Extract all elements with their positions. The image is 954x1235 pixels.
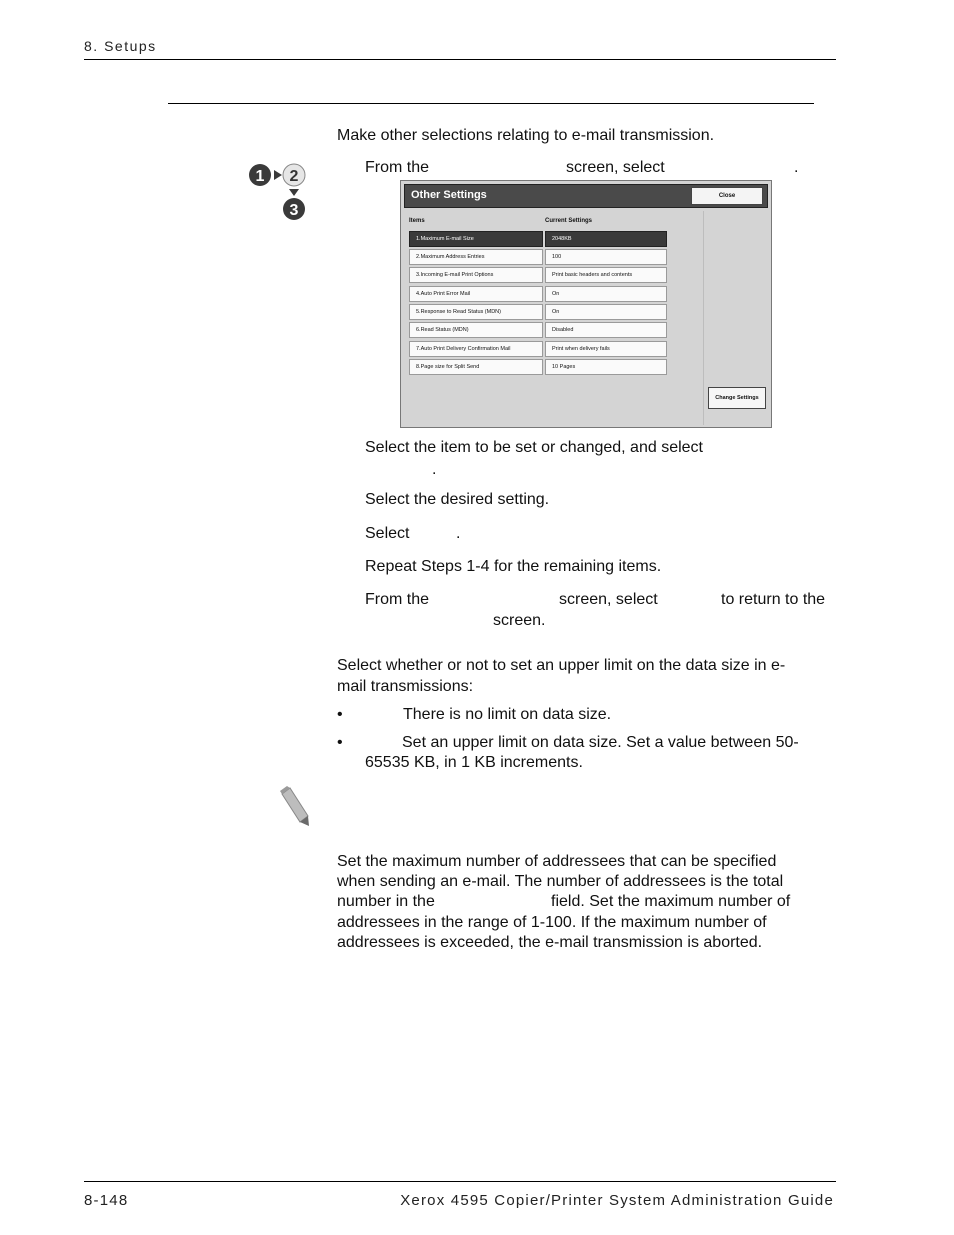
header-rule [84, 59, 836, 60]
row-item: 6.Read Status (MDN) [409, 322, 543, 338]
step-4-text: Select [365, 525, 410, 542]
step-6-part-b: screen, select [559, 591, 658, 608]
row-item: 8.Page size for Split Send [409, 359, 543, 375]
step-2-text: Select the item to be set or changed, and select [365, 439, 703, 456]
row-value: 100 [545, 249, 667, 265]
step-6-part-a: From the [365, 591, 430, 608]
settings-row-7[interactable] [409, 341, 667, 357]
row-item: 5.Response to Read Status (MDN) [409, 304, 543, 320]
max-addr-line-2: when sending an e-mail. The number of addressees is the total [337, 873, 784, 890]
row-value: On [545, 286, 667, 302]
note-pencil-icon [276, 786, 312, 828]
settings-row-8[interactable] [409, 359, 667, 375]
max-addr-line-4: addressees in the range of 1-100. If the maximum number of [337, 914, 767, 931]
step-6-part-c: to return to the [721, 591, 826, 608]
screen-side-panel [703, 211, 770, 425]
settings-row-3[interactable] [409, 267, 667, 283]
column-header-current-settings: Current Settings [545, 218, 593, 224]
bullet-2-text-continued: 65535 KB, in 1 KB increments. [365, 754, 583, 771]
max-addr-line-1: Set the maximum number of addressees that can be specified [337, 853, 777, 870]
row-value: On [545, 304, 667, 320]
settings-row-5[interactable] [409, 304, 667, 320]
column-header-items: Items [409, 218, 425, 224]
settings-row-2[interactable] [409, 249, 667, 265]
step-1-part-c: . [794, 159, 799, 176]
steps-1-2-3-icon [246, 160, 310, 222]
other-settings-screenshot [400, 180, 772, 428]
svg-text:2: 2 [289, 168, 299, 185]
settings-row-4[interactable] [409, 286, 667, 302]
bullet-1-text: There is no limit on data size. [403, 706, 612, 723]
bullet-1-marker: • [337, 706, 343, 723]
screen-title: Other Settings [411, 189, 487, 201]
svg-text:3: 3 [289, 202, 299, 219]
running-header: 8. Setups [84, 38, 157, 54]
row-item: 3.Incoming E-mail Print Options [409, 267, 543, 283]
row-value: Print when delivery fails [545, 341, 667, 357]
row-item: 1.Maximum E-mail Size [409, 231, 543, 247]
footer-rule [84, 1181, 836, 1182]
max-addr-line-3a: number in the [337, 893, 435, 910]
svg-text:1: 1 [255, 168, 265, 185]
step-2-period: . [432, 461, 437, 478]
bullet-2-text: Set an upper limit on data size. Set a value between 50- [402, 734, 799, 751]
close-button[interactable]: Close [691, 187, 763, 205]
step-3-text: Select the desired setting. [365, 491, 550, 508]
page-number: 8-148 [84, 1192, 129, 1209]
settings-row-6[interactable] [409, 322, 667, 338]
row-item: 7.Auto Print Delivery Confirmation Mail [409, 341, 543, 357]
screen-title-bar [404, 184, 768, 208]
step-4-period: . [456, 525, 461, 542]
max-addr-line-3b: field. Set the maximum number of [551, 893, 791, 910]
step-5-text: Repeat Steps 1-4 for the remaining items. [365, 558, 662, 575]
book-title: Xerox 4595 Copier/Printer System Administration Guide [400, 1192, 834, 1209]
change-settings-button[interactable]: Change Settings [708, 387, 766, 409]
section-rule [168, 103, 814, 104]
row-item: 2.Maximum Address Entries [409, 249, 543, 265]
row-value: Print basic headers and contents [545, 267, 667, 283]
settings-row-1[interactable] [409, 231, 667, 247]
max-size-line-2: mail transmissions: [337, 678, 474, 695]
row-item: 4.Auto Print Error Mail [409, 286, 543, 302]
step-1-part-b: screen, select [566, 159, 665, 176]
max-addr-line-5: addressees is exceeded, the e-mail transmission is aborted. [337, 934, 763, 951]
intro-text: Make other selections relating to e-mail transmission. [337, 127, 715, 144]
bullet-2-marker: • [337, 734, 343, 751]
step-1-part-a: From the [365, 159, 430, 176]
row-value: Disabled [545, 322, 667, 338]
row-value: 2048KB [545, 231, 667, 247]
settings-list [404, 211, 704, 425]
row-value: 10 Pages [545, 359, 667, 375]
step-6-part-d: screen. [493, 612, 546, 629]
max-size-line-1: Select whether or not to set an upper limit on the data size in e- [337, 657, 786, 674]
